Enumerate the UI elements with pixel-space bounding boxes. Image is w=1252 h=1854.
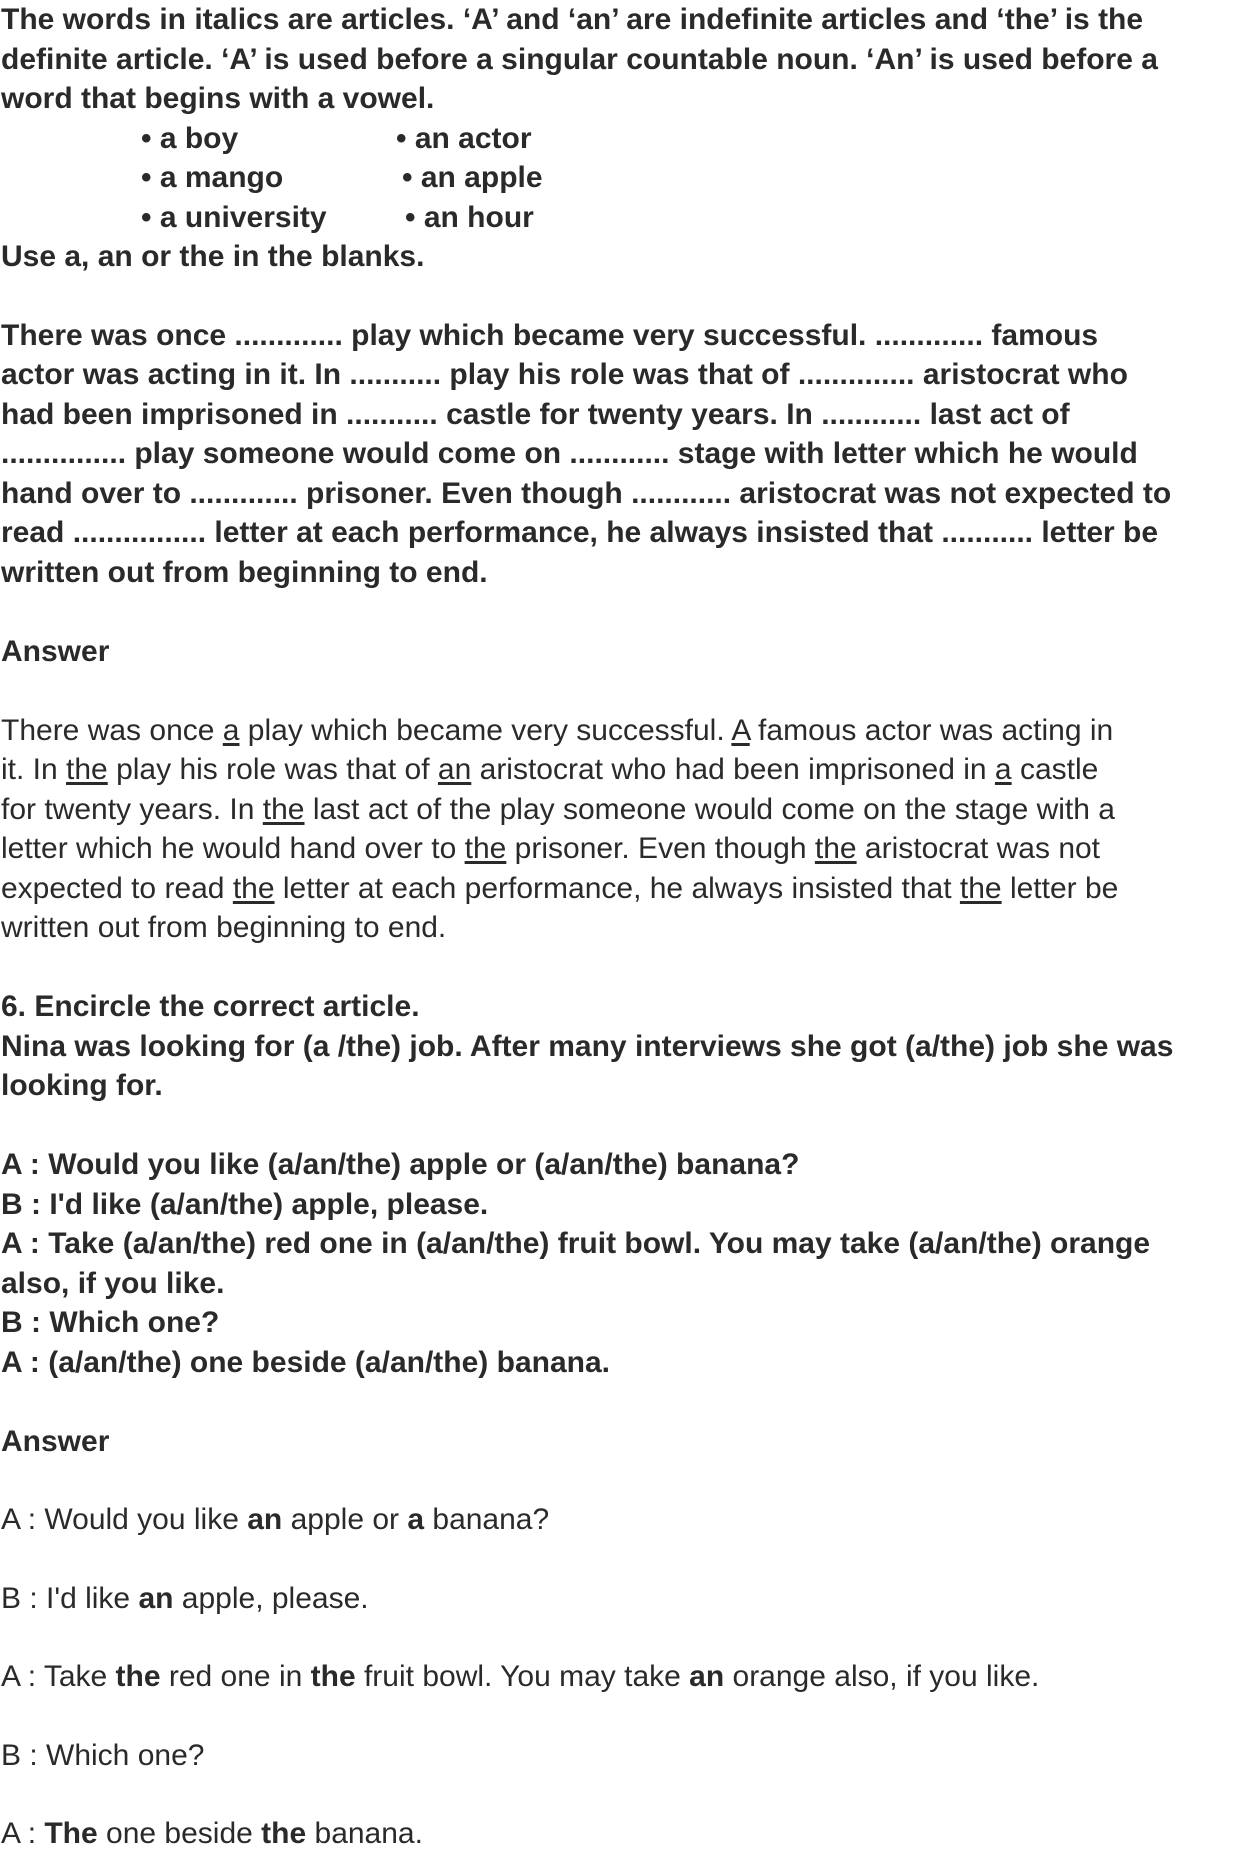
answer-line: for twenty years. In the last act of the play someone would come on the stage with a xyxy=(1,792,1115,826)
answer-line: written out from beginning to end. xyxy=(1,911,447,944)
answer-article: a xyxy=(222,713,240,747)
intro-line-2: definite article. ‘A’ is used before a singular countable noun. ‘An’ is used before a xyxy=(1,42,1158,76)
answer-dialogue-line: B : I'd like an apple, please. xyxy=(1,1581,369,1615)
examples-list xyxy=(1,119,1252,237)
exercise5-line: read ................ letter at each performance, he always insisted that ........... letter be xyxy=(1,516,1159,549)
exercise6-line-1: Nina was looking for (a /the) job. After many interviews she got (a/the) job she was xyxy=(1,1029,1174,1063)
answer-article: a xyxy=(994,753,1012,786)
intro-line-1: The words in italics are articles. ‘A’ and ‘an’ are indefinite articles and ‘the’ is the xyxy=(1,3,1144,36)
exercise5-line: There was once ............. play which became very successful. ............. famous xyxy=(1,318,1099,352)
answer-article: the xyxy=(66,753,108,786)
intro-line-3: word that begins with a vowel. xyxy=(1,82,435,115)
answer-article: the xyxy=(232,871,275,905)
example-a-mango: • a mango xyxy=(141,161,284,194)
answer-dialogue-line: B : Which one? xyxy=(1,1738,205,1772)
answer-line: it. In the play his role was that of an aristocrat who had been imprisoned in a castle xyxy=(1,753,1099,786)
exercise5-line: written out from beginning to end. xyxy=(1,555,488,589)
answer-line: expected to read the letter at each performance, he always insisted that the letter be xyxy=(1,871,1119,905)
answer-article: the xyxy=(262,792,305,826)
exercise5-line: hand over to ............. prisoner. Even though ............ aristocrat was not expected to xyxy=(1,476,1172,510)
answer-article: the xyxy=(814,832,857,865)
answer-article: the xyxy=(464,832,507,865)
example-an-actor: • an actor xyxy=(396,121,532,155)
example-a-boy: • a boy xyxy=(141,121,239,155)
answer-article: the xyxy=(959,871,1002,905)
exercise5-line: had been imprisoned in ........... castle for twenty years. In ............ last act of xyxy=(1,397,1070,431)
answer-line: There was once a play which became very successful. A famous actor was acting in xyxy=(1,713,1114,747)
example-an-apple: • an apple xyxy=(402,161,543,194)
example-a-university: • a university xyxy=(141,200,327,234)
exercise6-line-2: looking for. xyxy=(1,1069,163,1102)
exercise6-heading: 6. Encircle the correct article. xyxy=(1,990,420,1023)
exercise5-line: actor was acting in it. In ........... play his role was that of .............. aristocrat who xyxy=(1,358,1128,391)
exercise5-answer-heading: Answer xyxy=(1,634,110,668)
dialogue-line: also, if you like. xyxy=(1,1266,225,1300)
example-an-hour: • an hour xyxy=(405,200,534,234)
exercise6-answer-heading: Answer xyxy=(1,1424,110,1458)
dialogue-line: B : Which one? xyxy=(1,1306,220,1339)
dialogue-line: B : I'd like (a/an/the) apple, please. xyxy=(1,1187,489,1221)
answer-article: an xyxy=(437,753,472,786)
exercise5-line: ............... play someone would come on ............ stage with letter which he would xyxy=(1,437,1138,470)
dialogue-line: A : (a/an/the) one beside (a/an/the) banana. xyxy=(1,1345,610,1379)
dialogue-line: A : Would you like (a/an/the) apple or (a/an/the) banana? xyxy=(1,1148,800,1181)
dialogue-line: A : Take (a/an/the) red one in (a/an/the) fruit bowl. You may take (a/an/the) orange xyxy=(1,1227,1151,1260)
answer-article: A xyxy=(731,713,750,747)
answer-dialogue-line: A : Take the red one in the fruit bowl. You may take an orange also, if you like. xyxy=(1,1660,1040,1693)
answer-dialogue-line: A : Would you like an apple or a banana? xyxy=(1,1503,550,1536)
answer-dialogue-line: A : The one beside the banana. xyxy=(1,1817,423,1850)
exercise5-instruction: Use a, an or the in the blanks. xyxy=(1,239,425,273)
answer-line: letter which he would hand over to the prisoner. Even though the aristocrat was not xyxy=(1,832,1101,865)
